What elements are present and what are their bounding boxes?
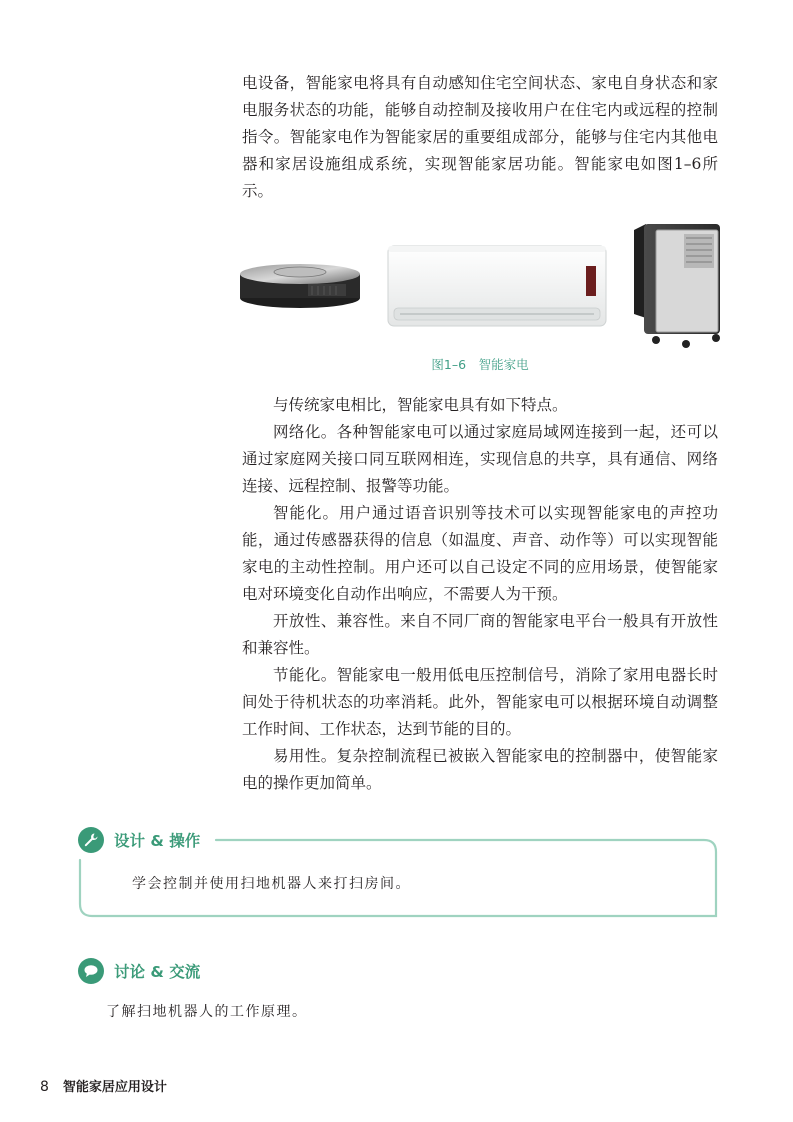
feature-networking: 网络化。各种智能家电可以通过家庭局域网连接到一起，还可以通过家庭网关接口同互联网相连，实现信息的共享，具有通信、网络连接、远程控制、报警等功能。 <box>242 423 718 495</box>
discuss-section-header <box>78 958 200 984</box>
design-section-title: 设计 & 操作 <box>114 832 201 850</box>
smart-appliances-figure <box>238 222 722 352</box>
page-footer <box>40 1076 167 1095</box>
discuss-section-text: 了解扫地机器人的工作原理。 <box>106 1004 308 1020</box>
wrench-icon <box>78 827 104 853</box>
speech-bubble-icon <box>78 958 104 984</box>
design-section-text: 学会控制并使用扫地机器人来打扫房间。 <box>132 876 411 892</box>
figure-caption: 图1–6 智能家电 <box>431 357 529 372</box>
feature-usability: 易用性。复杂控制流程已被嵌入智能家电的控制器中，使智能家电的操作更加简单。 <box>242 747 718 792</box>
discuss-section-title: 讨论 & 交流 <box>114 963 201 981</box>
design-section-header <box>78 827 200 853</box>
portable-air-conditioner-image <box>634 224 720 348</box>
feature-energy-saving: 节能化。智能家电一般用低电压控制信号，消除了家用电器长时间处于待机状态的功率消耗。此外，智能家电可以根据环境自动调整工作时间、工作状态，达到节能的目的。 <box>242 666 718 738</box>
robot-vacuum-image <box>240 264 360 308</box>
feature-openness: 开放性、兼容性。来自不同厂商的智能家电平台一般具有开放性和兼容性。 <box>242 612 718 657</box>
air-conditioner-image <box>388 246 606 326</box>
feature-intelligence: 智能化。用户通过语音识别等技术可以实现智能家电的声控功能，通过传感器获得的信息（如温度、声音、动作等）可以实现智能家电的主动性控制。用户还可以自己设定不同的应用场景，使智能家电对环境变化自动作出响应，不需要人为干预。 <box>242 504 718 603</box>
book-title: 智能家居应用设计 <box>62 1080 167 1095</box>
body-text-block <box>242 392 718 797</box>
features-intro: 与传统家电相比，智能家电具有如下特点。 <box>273 396 568 414</box>
page-number: 8 <box>40 1079 49 1095</box>
intro-text-block <box>242 70 718 205</box>
intro-paragraph: 电设备，智能家电将具有自动感知住宅空间状态、家电自身状态和家电服务状态的功能，能够自动控制及接收用户在住宅内或远程的控制指令。智能家电作为智能家居的重要组成部分，能够与住宅内其他电器和家居设施组成系统，实现智能家居功能。智能家电如图1–6所示。 <box>242 74 718 200</box>
